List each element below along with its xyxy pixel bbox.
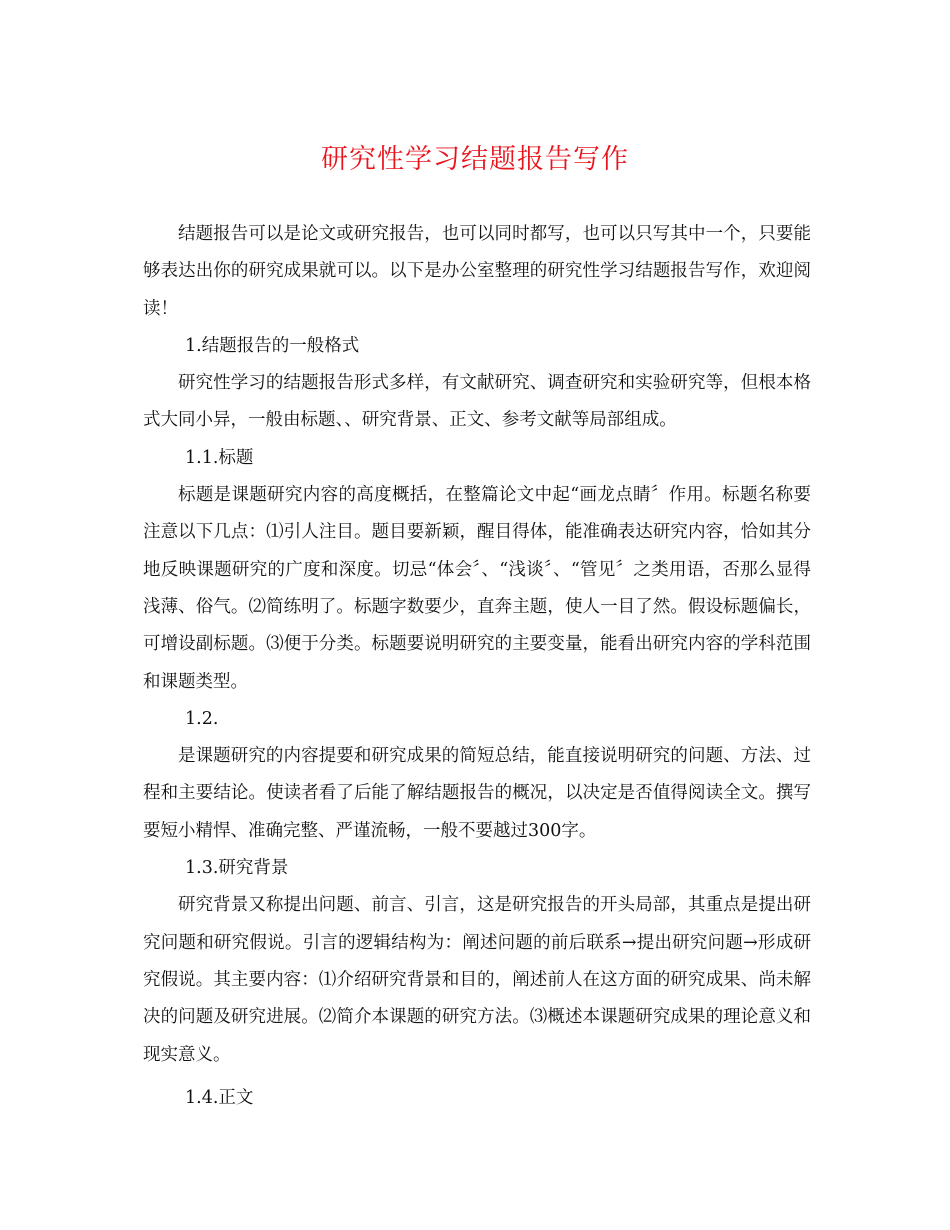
section-heading-abstract: 1.2. <box>185 708 219 729</box>
abstract-paragraph: 是课题研究的内容提要和研究成果的简短总结，能直接说明研究的问题、方法、过程和主要结论。使读者看了后能了解结题报告的概况，以决定是否值得阅读全文。撰写要短小精悍、准确完整、严谨流畅，一般不要越过300字。 <box>143 746 811 841</box>
document-body <box>143 216 811 1117</box>
section-heading-general-format: 1.结题报告的一般格式 <box>185 335 360 356</box>
section-heading-main-text: 1.4.正文 <box>185 1087 254 1108</box>
section-heading-title: 1.1.标题 <box>185 447 254 468</box>
title-paragraph: 标题是课题研究内容的高度概括，在整篇论文中起“画龙点睛〞作用。标题名称要注意以下几点：⑴引人注目。题目要新颖，醒目得体，能准确表达研究内容，恰如其分地反映课题研究的广度和深度。切忌“体会〞、“浅谈〞、“管见〞之类用语，否那么显得浅薄、俗气。⑵简练明了。标题字数要少，直奔主题，使人一目了然。假设标题偏长，可增设副标题。⑶便于分类。标题要说明研究的主要变量，能看出研究内容的学科范围和课题类型。 <box>143 485 811 692</box>
page-title: 研究性学习结题报告写作 <box>321 144 629 175</box>
general-format-paragraph: 研究性学习的结题报告形式多样，有文献研究、调查研究和实验研究等，但根本格式大同小异，一般由标题、、研究背景、正文、参考文献等局部组成。 <box>143 373 811 431</box>
background-paragraph: 研究背景又称提出问题、前言、引言，这是研究报告的开头局部，其重点是提出研究问题和研究假说。引言的逻辑结构为：阐述问题的前后联系→提出研究问题→形成研究假说。其主要内容：⑴介绍研究背景和目的，阐述前人在这方面的研究成果、尚未解决的问题及研究进展。⑵简介本课题的研究方法。⑶概述本课题研究成果的理论意义和现实意义。 <box>143 895 811 1065</box>
section-heading-background: 1.3.研究背景 <box>185 858 289 879</box>
intro-paragraph: 结题报告可以是论文或研究报告，也可以同时都写，也可以只写其中一个，只要能够表达出你的研究成果就可以。以下是办公室整理的研究性学习结题报告写作，欢迎阅读！ <box>143 224 811 319</box>
